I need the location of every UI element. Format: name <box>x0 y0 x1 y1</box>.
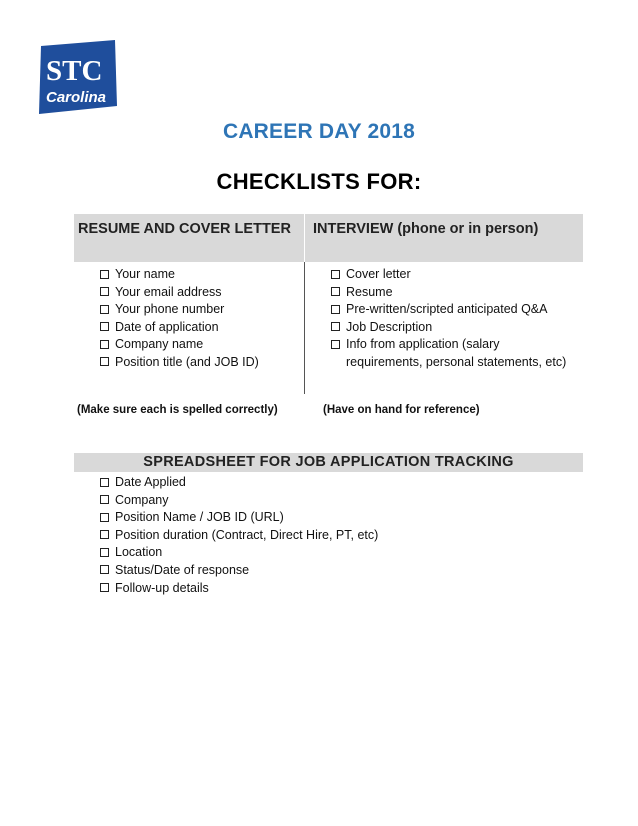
list-item: Your name <box>100 266 304 284</box>
checklist-table-header <box>74 214 583 262</box>
logo-graphic <box>37 40 119 114</box>
list-item: Date Applied <box>100 474 583 492</box>
resume-checklist <box>74 262 305 394</box>
list-item: Cover letter <box>331 266 583 284</box>
resume-cover-letter-header: RESUME AND COVER LETTER <box>74 214 305 262</box>
interview-note: (Have on hand for reference) <box>323 404 480 416</box>
checkbox[interactable] <box>100 530 109 539</box>
checkbox[interactable] <box>100 305 109 314</box>
list-item: Job Description <box>331 319 583 337</box>
checkbox[interactable] <box>100 357 109 366</box>
list-item: Location <box>100 544 583 562</box>
checkbox[interactable] <box>100 322 109 331</box>
checkbox[interactable] <box>100 478 109 487</box>
logo-line2: Carolina <box>46 89 107 106</box>
checklist-table-body <box>74 262 583 394</box>
checkbox[interactable] <box>100 270 109 279</box>
list-item: Company name <box>100 336 304 354</box>
checkbox[interactable] <box>331 340 340 349</box>
checkbox[interactable] <box>100 340 109 349</box>
list-item: Position title (and JOB ID) <box>100 354 304 372</box>
checkbox[interactable] <box>100 513 109 522</box>
list-item: Date of application <box>100 319 304 337</box>
list-item: Position duration (Contract, Direct Hire, PT, etc) <box>100 527 583 545</box>
page-subtitle: CHECKLISTS FOR: <box>216 169 422 194</box>
checklist-table <box>74 214 583 394</box>
resume-note: (Make sure each is spelled correctly) <box>77 404 278 416</box>
interview-checklist <box>305 262 583 394</box>
list-item: Pre-written/scripted anticipated Q&A <box>331 301 583 319</box>
interview-header: INTERVIEW (phone or in person) <box>313 221 539 237</box>
checkbox[interactable] <box>331 287 340 296</box>
list-item: Company <box>100 492 583 510</box>
checkbox[interactable] <box>100 565 109 574</box>
list-item: Position Name / JOB ID (URL) <box>100 509 583 527</box>
tracking-section-header: SPREADSHEET FOR JOB APPLICATION TRACKING <box>74 453 583 472</box>
list-item: Status/Date of response <box>100 562 583 580</box>
list-item: Your email address <box>100 284 304 302</box>
checkbox[interactable] <box>331 270 340 279</box>
logo-line1: STC <box>46 55 103 87</box>
checkbox[interactable] <box>100 548 109 557</box>
list-item: Follow-up details <box>100 580 583 598</box>
checkbox[interactable] <box>331 305 340 314</box>
page-title: CAREER DAY 2018 <box>222 120 416 143</box>
checkbox[interactable] <box>100 495 109 504</box>
checkbox[interactable] <box>331 322 340 331</box>
tracking-checklist <box>74 472 583 597</box>
list-item: Your phone number <box>100 301 304 319</box>
checkbox[interactable] <box>100 287 109 296</box>
tracking-section <box>74 453 583 597</box>
checkbox[interactable] <box>100 583 109 592</box>
list-item: Resume <box>331 284 583 302</box>
stc-carolina-logo <box>37 40 119 114</box>
list-item: Info from application (salary requirements, personal statements, etc) <box>331 336 583 371</box>
